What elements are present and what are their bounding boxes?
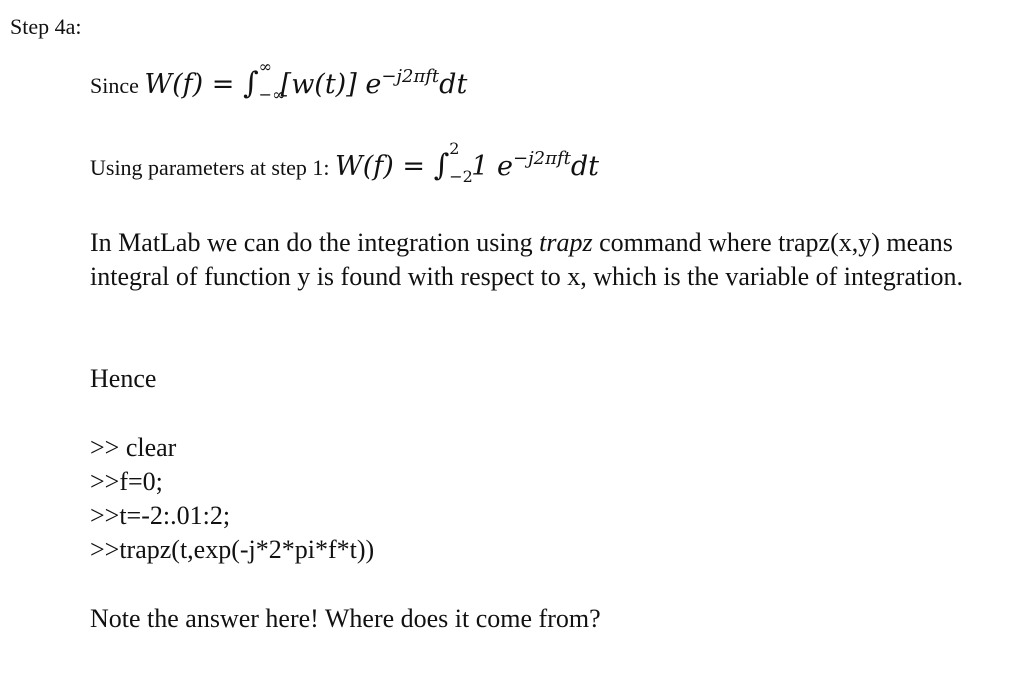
using-formula (335, 138, 599, 186)
note-text: Note the answer here! Where does it come from? (90, 604, 601, 633)
hence-label: Hence (90, 364, 157, 393)
since-upper-limit: ∞ (258, 56, 272, 76)
since-limits (258, 56, 286, 104)
paragraph-after: command where trapz(x,y) means integral of function y is found with respect to x, which is the variable of integration. (90, 228, 963, 291)
code-line: >>trapz(t,exp(-j*2*pi*f*t)) (90, 535, 375, 564)
paragraph-italic-term: trapz (539, 228, 593, 257)
using-differential: dt (570, 151, 599, 182)
using-upper-limit: 2 (449, 138, 460, 158)
integral-sign: ∫ (243, 66, 259, 101)
since-exponent: −j2πft (381, 66, 440, 87)
code-line: >>f=0; (90, 467, 163, 496)
since-formula (144, 56, 468, 104)
using-integrand: 1 e (471, 151, 514, 182)
since-lhs: W(f) = (144, 69, 235, 100)
since-prefix: Since (90, 73, 139, 98)
using-exponent: −j2πft (513, 148, 571, 169)
since-differential: dt (439, 69, 468, 100)
using-lower-limit: −2 (449, 166, 473, 186)
using-lhs: W(f) = (335, 151, 426, 182)
using-prefix: Using parameters at step 1: (90, 155, 330, 180)
using-limits (449, 138, 473, 186)
step-label: Step 4a: (10, 14, 82, 39)
code-line: >> clear (90, 433, 177, 462)
using-equation-line (90, 138, 599, 186)
trapz-explanation-paragraph (90, 226, 1000, 294)
since-equation-line (90, 56, 468, 104)
since-integrand: [w(t)] e (280, 69, 382, 100)
integral-sign: ∫ (433, 148, 450, 183)
code-line: >>t=-2:.01:2; (90, 501, 231, 530)
since-lower-limit: −∞ (258, 84, 286, 104)
paragraph-before: In MatLab we can do the integration using (90, 228, 533, 257)
